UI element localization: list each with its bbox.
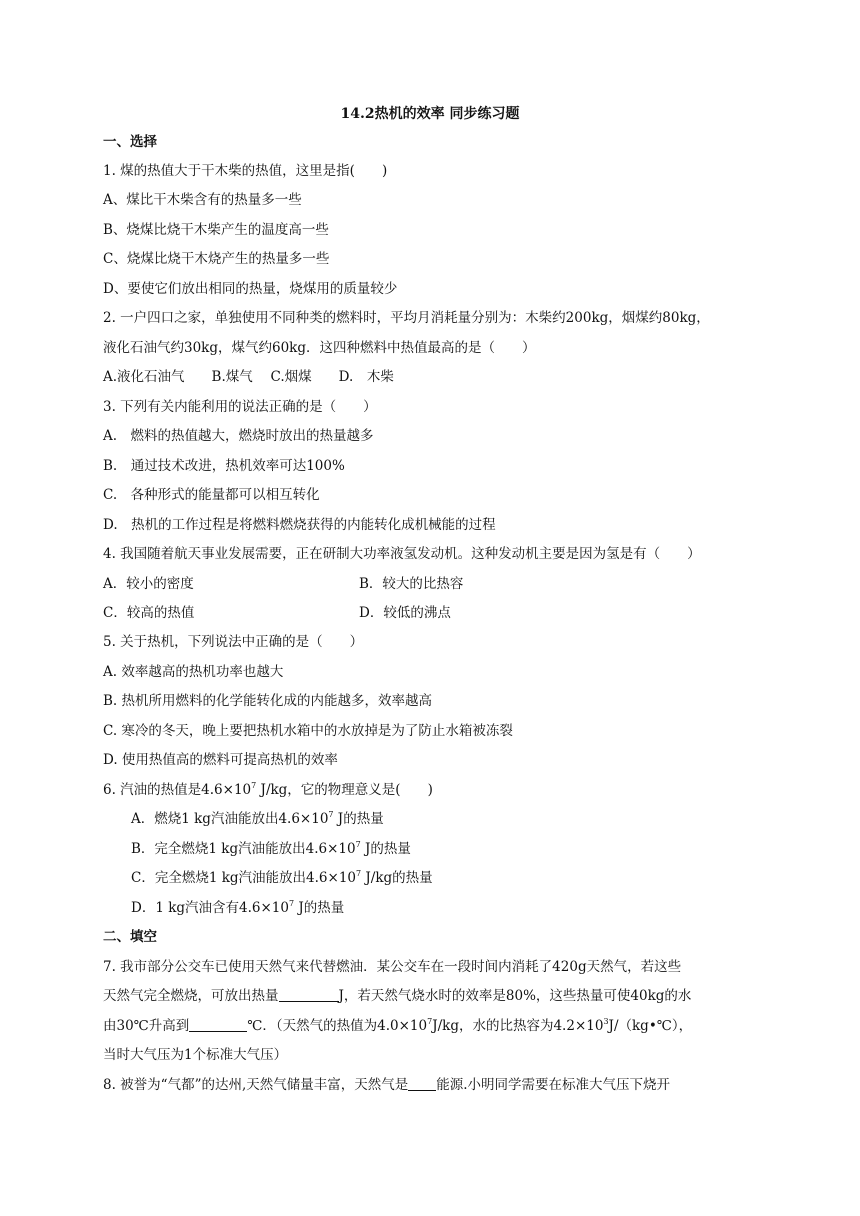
question-1-option-c: C、烧煤比烧干木烧产生的热量多一些 xyxy=(103,251,330,267)
question-7-line2: 天然气完全燃烧，可放出热量 J，若天然气烧水时的效率是80%，这些热量可使40kg的水 xyxy=(103,988,692,1004)
question-6-option-b: B．完全燃烧1 kg汽油能放出$4.6\times 10^7$ J的热量 xyxy=(131,840,411,857)
section-heading-choice: 一、选择 xyxy=(103,134,157,150)
question-1-option-a: A、煤比干木柴含有的热量多一些 xyxy=(103,192,302,208)
question-8-line1: 8. 被誉为“气都”的达州,天然气储量丰富，天然气是 能源.小明同学需要在标准大气压下烧开 xyxy=(103,1077,671,1093)
question-5-option-a: A. 效率越高的热机功率也越大 xyxy=(103,664,284,680)
question-2-stem-line1: 2. 一户四口之家，单独使用不同种类的燃料时，平均月消耗量分别为：木柴约200kg，烟煤约80kg， xyxy=(103,310,710,326)
question-7-line4: 当时大气压为1个标准大气压） xyxy=(103,1047,288,1063)
question-3-option-d: D. 热机的工作过程是将燃料燃烧获得的内能转化成机械能的过程 xyxy=(103,517,496,533)
question-6-option-c: C．完全燃烧1 kg汽油能放出$4.6\times 10^7$ J/kg的热量 xyxy=(131,869,433,886)
question-3-option-b: B. 通过技术改进，热机效率可达100% xyxy=(103,458,345,474)
question-5-option-c: C. 寒冷的冬天，晚上要把热机水箱中的水放掉是为了防止水箱被冻裂 xyxy=(103,723,513,739)
question-6-stem: 6. 汽油的热值是$4.6\times 10^7$ J/kg，它的物理意义是( ) xyxy=(103,781,433,798)
question-4-option-c: C．较高的热值 xyxy=(103,605,195,621)
section-heading-fill: 二、填空 xyxy=(103,929,157,945)
question-3-option-a: A. 燃料的热值越大，燃烧时放出的热量越多 xyxy=(103,428,374,444)
answer-blank[interactable] xyxy=(189,1017,247,1032)
question-7-line3: 由30℃升高到 ℃．（天然气的热值为$4.0\times 10^7J/kg$，水的比热容为$4.2\times 10^3J/(kg•℃)$， xyxy=(103,1017,693,1034)
question-5-stem: 5. 关于热机，下列说法中正确的是（ ） xyxy=(103,634,364,650)
question-4-option-a: A．较小的密度 xyxy=(103,576,194,592)
question-2-stem-line2: 液化石油气约30kg，煤气约60kg．这四种燃料中热值最高的是（ ） xyxy=(103,340,536,356)
question-5-option-d: D. 使用热值高的燃料可提高热机的效率 xyxy=(103,752,338,768)
question-5-option-b: B. 热机所用燃料的化学能转化成的内能越多，效率越高 xyxy=(103,693,433,709)
question-1-option-d: D、要使它们放出相同的热量，烧煤用的质量较少 xyxy=(103,281,398,297)
question-3-stem: 3. 下列有关内能利用的说法正确的是（ ） xyxy=(103,399,377,415)
question-1-stem: 1. 煤的热值大于干木柴的热值，这里是指( ) xyxy=(103,163,388,179)
question-3-option-c: C. 各种形式的能量都可以相互转化 xyxy=(103,487,320,503)
answer-blank[interactable] xyxy=(279,987,339,1002)
answer-blank[interactable] xyxy=(408,1076,436,1091)
page-title: 14.2热机的效率 同步练习题 xyxy=(340,106,520,122)
question-4-option-d: D．较低的沸点 xyxy=(359,605,451,621)
question-6-option-d: D．1 kg汽油含有$4.6\times 10^7$ J的热量 xyxy=(131,899,345,916)
question-4-option-b: B．较大的比热容 xyxy=(359,576,464,592)
question-2-options: A.液化石油气 B.煤气 C.烟煤 D. 木柴 xyxy=(103,369,394,385)
question-6-option-a: A．燃烧1 kg汽油能放出$4.6\times 10^7$ J的热量 xyxy=(131,810,384,827)
question-4-stem: 4. 我国随着航天事业发展需要，正在研制大功率液氢发动机。这种发动机主要是因为氢是有（ ） xyxy=(103,546,701,562)
question-1-option-b: B、烧煤比烧干木柴产生的温度高一些 xyxy=(103,222,329,238)
question-7-line1: 7. 我市部分公交车已使用天然气来代替燃油．某公交车在一段时间内消耗了420g天然气，若这些 xyxy=(103,959,682,975)
